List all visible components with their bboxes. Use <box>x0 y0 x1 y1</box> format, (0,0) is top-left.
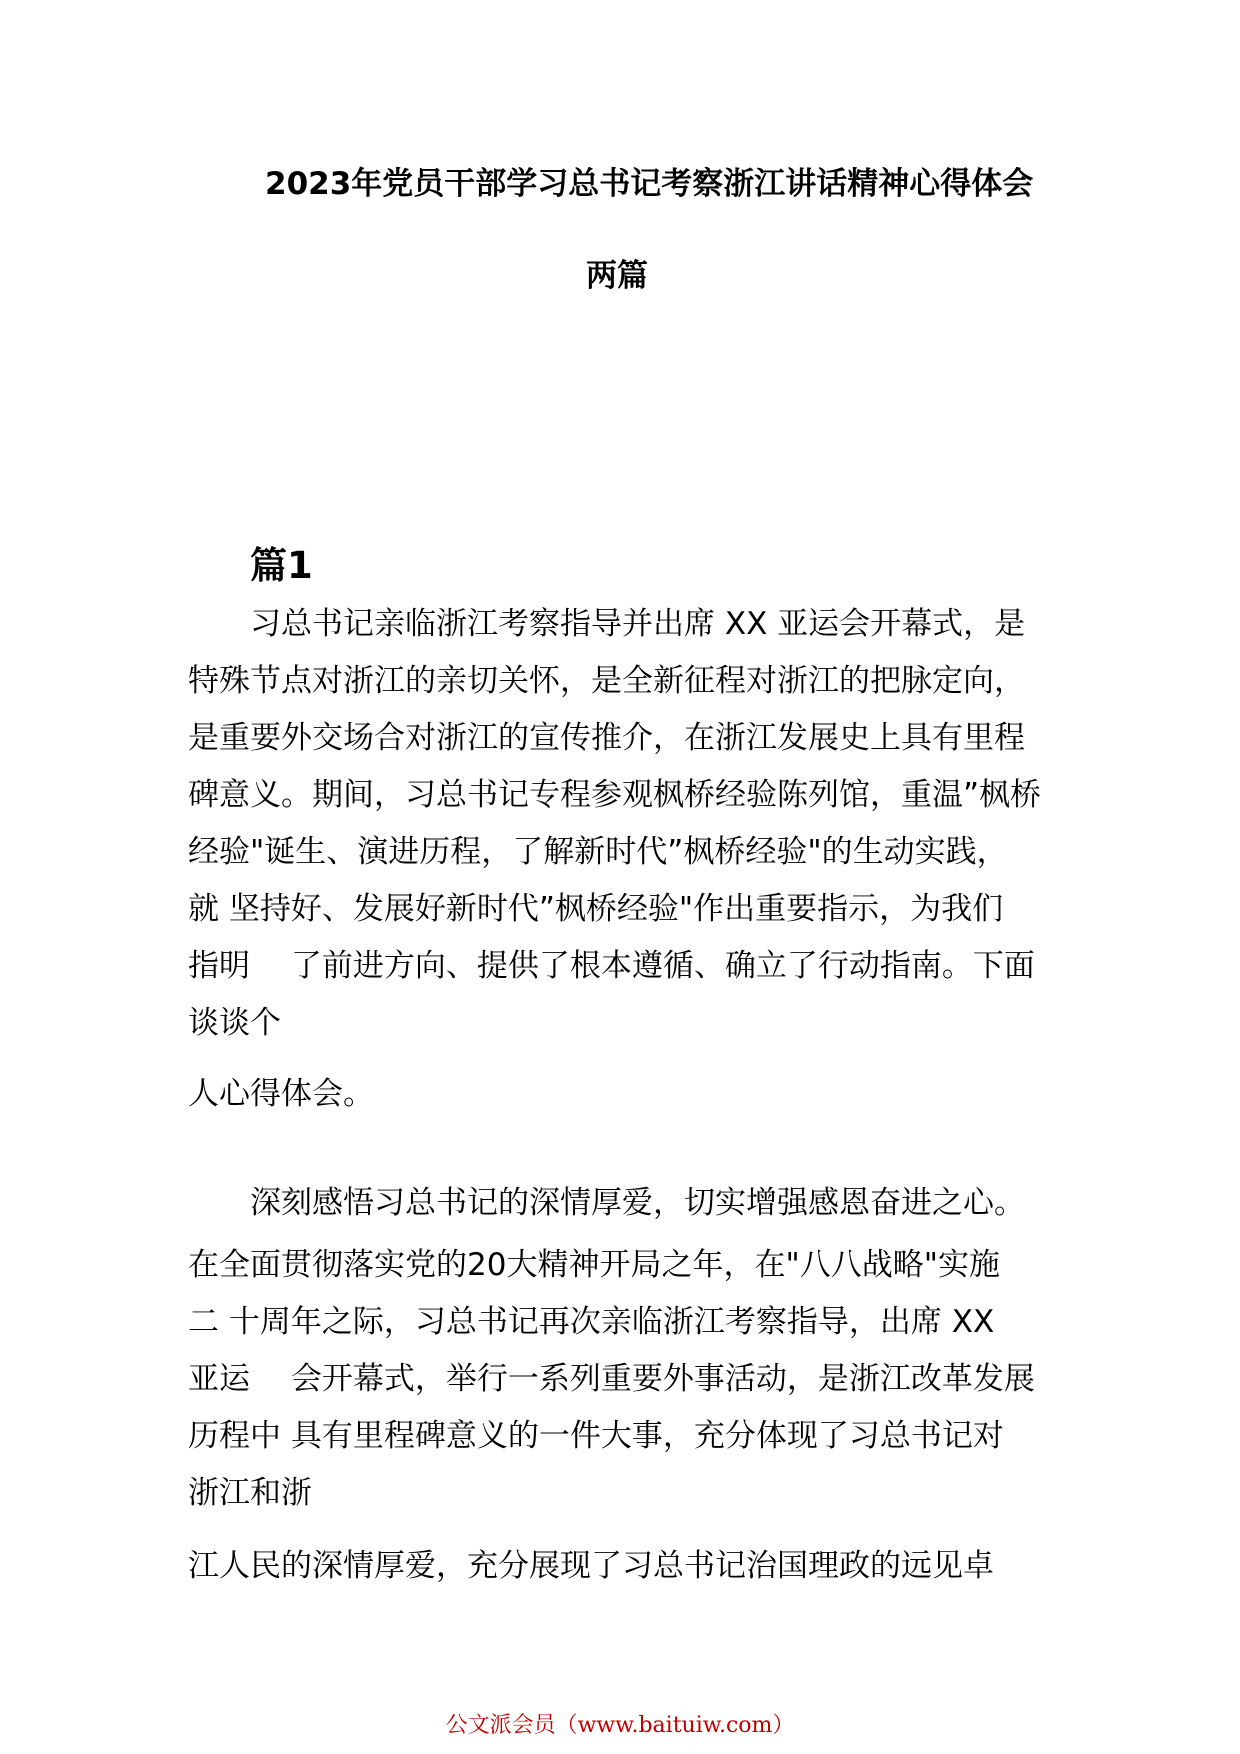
paragraph2-line: 江人民的深情厚爱，充分展现了习总书记治国理政的远见卓 <box>188 1548 994 1584</box>
paragraph1-line: 特殊节点对浙江的亲切关怀，是全新征程对浙江的把脉定向， <box>188 663 1025 699</box>
footer-watermark-text: 公文派会员（www.baituiw.com） <box>445 1713 795 1738</box>
section-heading: 篇1 <box>250 544 313 587</box>
paragraph2-line: 二 十周年之际，习总书记再次亲临浙江考察指导，出席 XX <box>188 1304 995 1340</box>
paragraph2-line: 浙江和浙 <box>188 1475 312 1511</box>
document-title-line1: 2023年党员干部学习总书记考察浙江讲话精神心得体会 <box>265 166 1034 202</box>
paragraph1-line: 就 坚持好、发展好新时代”枫桥经验"作出重要指示，为我们 <box>188 891 1004 927</box>
paragraph1-line: 谈谈个 <box>188 1005 281 1041</box>
paragraph2-line: 亚运 会开幕式，举行一系列重要外事活动，是浙江改革发展 <box>188 1361 1035 1397</box>
paragraph1-line: 人心得体会。 <box>188 1076 374 1112</box>
paragraph1-line: 碑意义。期间，习总书记专程参观枫桥经验陈列馆，重温”枫桥 <box>188 777 1042 813</box>
paragraph1-line: 指明 了前进方向、提供了根本遵循、确立了行动指南。下面 <box>188 948 1035 984</box>
paragraph1-line: 经验"诞生、演进历程，了解新时代”枫桥经验"的生动实践， <box>188 834 1008 870</box>
document-title-line2: 两篇 <box>586 258 648 294</box>
paragraph2-line: 在全面贯彻落实党的20大精神开局之年，在"八八战略"实施 <box>188 1247 1000 1283</box>
paragraph2-line: 历程中 具有里程碑意义的一件大事，充分体现了习总书记对 <box>188 1418 1004 1454</box>
paragraph2-line: 深刻感悟习总书记的深情厚爱，切实增强感恩奋进之心。 <box>250 1185 1025 1221</box>
paragraph1-line: 是重要外交场合对浙江的宣传推介，在浙江发展史上具有里程 <box>188 720 1025 756</box>
paragraph1-line: 习总书记亲临浙江考察指导并出席 XX 亚运会开幕式，是 <box>250 606 1026 642</box>
